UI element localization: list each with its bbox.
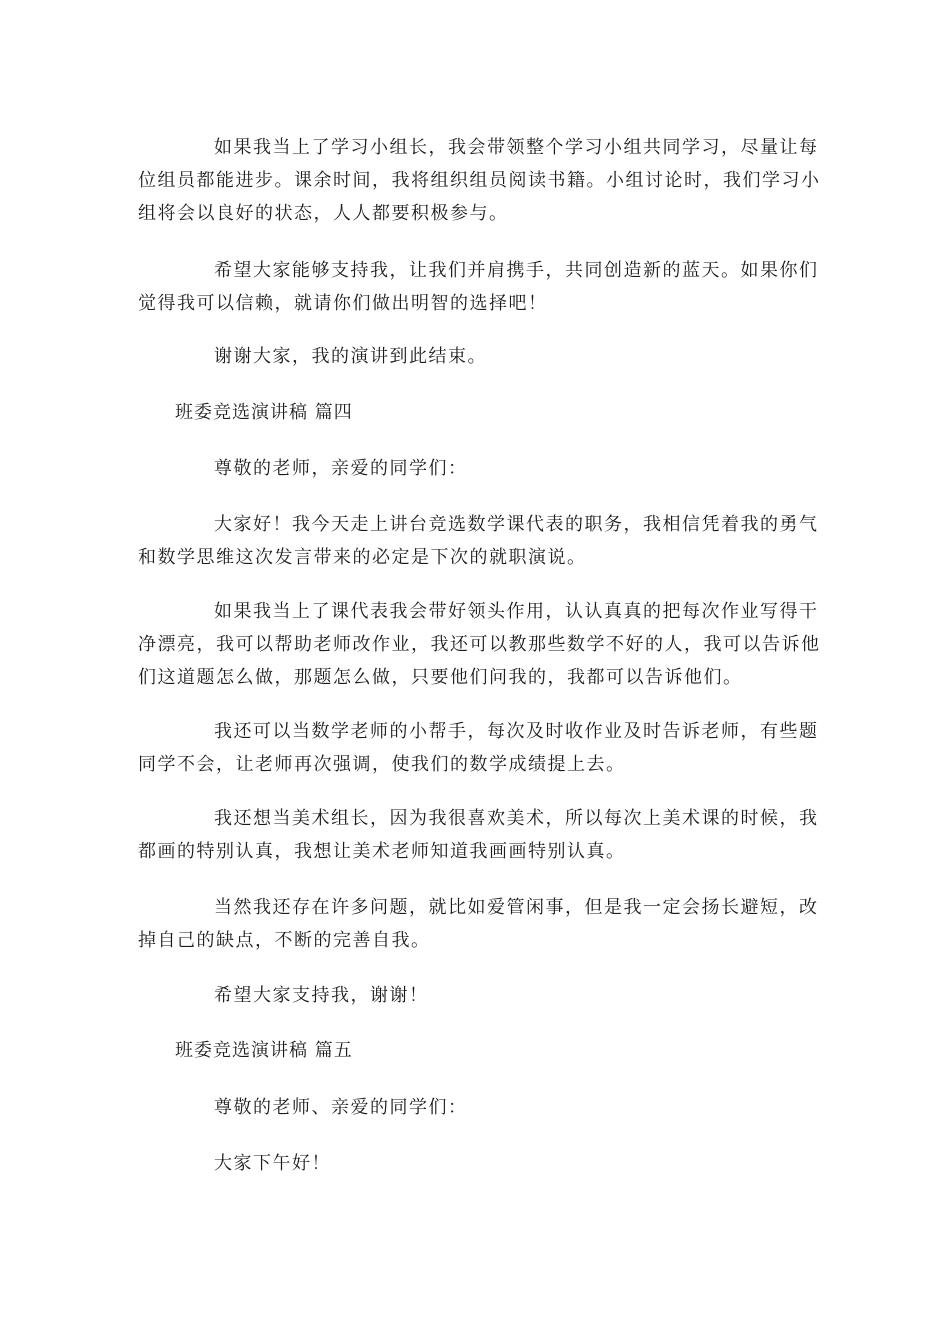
paragraph-art-leader <box>138 802 819 868</box>
paragraph-line: 觉得我可以信赖，就请你们做出明智的选择吧！ <box>138 293 548 314</box>
paragraph-line: 尊敬的老师、亲爱的同学们： <box>214 1097 468 1118</box>
paragraph-line: 位组员都能进步。课余时间，我将组织组员阅读书籍。小组讨论时，我们学习小 <box>138 170 821 191</box>
paragraph-line: 当然我还存在许多问题，就比如爱管闲事，但是我一定会扬长避短，改 <box>214 897 819 918</box>
paragraph-salutation-2 <box>138 1091 810 1124</box>
paragraph-line: 同学不会，让老师再次强调，使我们的数学成绩提上去。 <box>138 754 626 775</box>
paragraph-line: 如果我当上了学习小组长，我会带领整个学习小组共同学习，尽量让每 <box>214 137 819 158</box>
paragraph-line: 和数学思维这次发言带来的必定是下次的就职演说。 <box>138 547 587 568</box>
paragraph-afternoon-greeting <box>138 1147 810 1180</box>
paragraph-line: 们这道题怎么做，那题怎么做，只要他们问我的，我都可以告诉他们。 <box>138 667 743 688</box>
paragraph-line: 大家好！我今天走上讲台竞选数学课代表的职务，我相信凭着我的勇气 <box>214 514 819 535</box>
paragraph-final-thanks <box>138 979 810 1012</box>
paragraph-study-group-leader <box>138 131 821 230</box>
paragraph-self-improvement <box>138 891 819 957</box>
paragraph-salutation <box>138 452 810 485</box>
paragraph-teacher-helper <box>138 715 819 781</box>
section-heading-part-four: 班委竞选演讲稿 篇四 <box>175 402 353 423</box>
paragraph-line: 掉自己的缺点，不断的完善自我。 <box>138 930 431 951</box>
paragraph-line: 组将会以良好的状态，人人都要积极参与。 <box>138 203 509 224</box>
paragraph-greeting-math-rep <box>138 508 819 574</box>
paragraph-line: 我还可以当数学老师的小帮手，每次及时收作业及时告诉老师，有些题 <box>214 721 819 742</box>
paragraph-rep-duties <box>138 595 821 694</box>
paragraph-line: 尊敬的老师，亲爱的同学们： <box>214 458 468 479</box>
paragraph-line: 谢谢大家，我的演讲到此结束。 <box>214 346 487 367</box>
section-heading-part-five: 班委竞选演讲稿 篇五 <box>175 1040 353 1061</box>
paragraph-line: 净漂亮，我可以帮助老师改作业，我还可以教那些数学不好的人，我可以告诉他 <box>138 634 821 655</box>
paragraph-support-request <box>138 254 819 320</box>
paragraph-line: 如果我当上了课代表我会带好领头作用，认认真真的把每次作业写得干 <box>214 601 819 622</box>
paragraph-line: 希望大家能够支持我，让我们并肩携手，共同创造新的蓝天。如果你们 <box>214 260 819 281</box>
paragraph-line: 我还想当美术组长，因为我很喜欢美术，所以每次上美术课的时候，我 <box>214 808 819 829</box>
paragraph-line: 大家下午好！ <box>214 1153 331 1174</box>
paragraph-line: 都画的特别认真，我想让美术老师知道我画画特别认真。 <box>138 841 626 862</box>
paragraph-closing-thanks <box>138 340 810 373</box>
paragraph-line: 希望大家支持我，谢谢！ <box>214 985 429 1006</box>
